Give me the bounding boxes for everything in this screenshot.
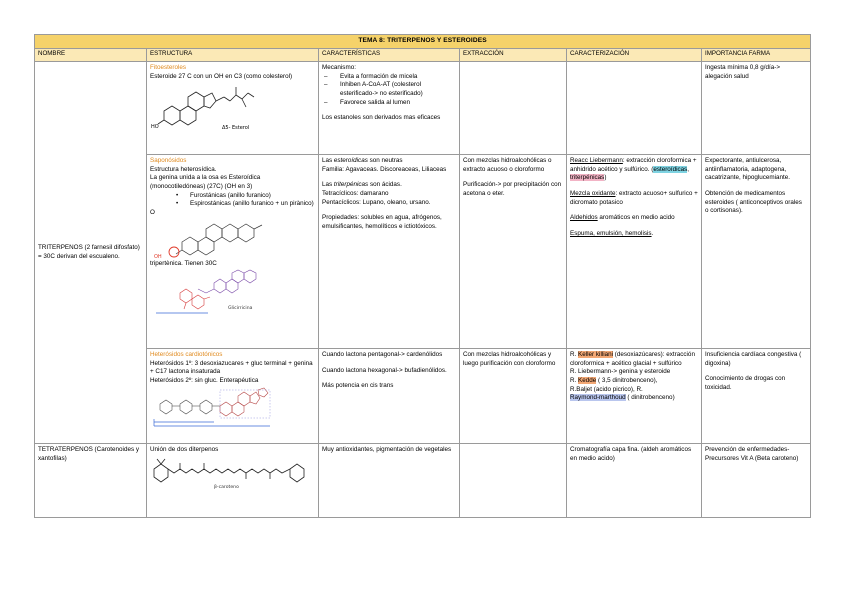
cardio-caract-3: Más potencia en cis trans <box>322 382 394 390</box>
sapo-extr-1: Con mezclas hidroalcohólicas o extracto acuoso o cloroformo <box>463 157 552 173</box>
beta-carotene-label: β-caroteno <box>214 484 239 490</box>
cardiotonicos-structure <box>147 349 319 444</box>
tetraterpenos-caracteristicas: Muy antioxidantes, pigmentación de vegetales <box>319 444 460 518</box>
triterpenos-name: TRITERPENOS (2 farnesil difosfato) = 30C derivan del escualeno. <box>35 62 147 444</box>
triterpene-structure-image <box>150 218 270 260</box>
cardio-caract-2: Cuando lactona hexagonal-> bufadienólidos. <box>322 366 447 374</box>
fitoesteroles-title: Fitoesteroles <box>150 64 187 71</box>
saponosidos-extraccion <box>460 155 567 349</box>
liebermann-reaction: Reacc Liebermann: extracción cloroformica + anhidrido acético y sulfúrico. (esteroídicas, triterpénicas) <box>570 157 697 182</box>
fitoesteroles-extraccion <box>460 62 567 155</box>
list-item: – Evita a formación de micela <box>322 73 456 82</box>
saponosidos-importancia <box>702 155 811 349</box>
liebermann-cardio: R. Liebermann-> genina y esteroide <box>570 368 671 376</box>
cardiotonicos-line1: Heterósidos 1º: 3 desoxiazucares + gluc terminal + genina + C17 lactona insaturada <box>150 359 313 376</box>
saponosidos-line2: La genina unida a la osa es Esteroídica (monocotiledóneas) (27C) (OH en 3) <box>150 174 261 191</box>
saponosidos-line3: tripertènica. Tienen 30C <box>150 259 217 267</box>
saponosidos-title: Saponósidos <box>150 157 187 164</box>
table-title: TEMA 8: TRITERPENOS Y ESTEROIDES <box>35 35 811 49</box>
sapo-caract-6: Propiedades: solubles en agua, afrógenos, emulsificantes, hemolíticos e ictiotóxicos. <box>322 214 442 231</box>
sapo-extr-2: Purificación-> por precipitación con acetona o eter. <box>463 181 562 198</box>
glycyrrhizin-structure-image <box>150 269 270 317</box>
saponosidos-structure <box>147 155 319 349</box>
sapo-caract-4: Tetracíclicos: damarano <box>322 190 389 198</box>
header-extraccion: EXTRACCIÓN <box>460 49 567 62</box>
sterol-label: Δ5- Esterol <box>222 125 250 132</box>
list-item: – Inhiben A-CoA-AT (colesterol esterificado-> no esterificado) <box>322 81 456 98</box>
fitoesteroles-text: Esteroide 27 C con un OH en C3 (como colesterol) <box>150 72 293 80</box>
sapo-imp-2: Obtención de medicamentos esteroides ( anticonceptivos orales o cortisonas). <box>705 190 802 215</box>
baljet-reaction: R.Baljet (acido picrico), R. <box>570 385 643 393</box>
saponosidos-caracteristicas <box>319 155 460 349</box>
sapo-caract-5: Pentacíclicos: Lupano, oleano, ursano. <box>322 198 431 206</box>
tetraterpenos-importancia: Prevención de enfermedades- Precursores Vit A (Beta caroteno) <box>702 444 811 518</box>
header-caracterizacion: CARACTERIZACIÓN <box>567 49 702 62</box>
oh-label: OH <box>154 253 162 260</box>
espuma-test: Espuma, emulsión, hemolisis. <box>570 230 654 238</box>
cardiotonicos-title: Heterósidos cardiotónicos <box>150 351 223 358</box>
cardio-caract-1: Cuando lactona pentagonal-> cardenólidos <box>322 351 443 358</box>
cardiotonicos-caracteristicas <box>319 349 460 444</box>
header-estructura: ESTRUCTURA <box>147 49 319 62</box>
tetraterpenos-extraccion <box>460 444 567 518</box>
sterol-ho-label: HO <box>151 124 159 131</box>
fitoesteroles-structure <box>147 62 319 155</box>
cardiotonicos-line2: Heterósidos 2º: sin gluc. Enterapéutica <box>150 377 259 385</box>
list-item: • Furostánicas (anillo furanico) <box>176 192 315 201</box>
cardio-imp-2: Conocimiento de drogas con toxicidad. <box>705 375 786 392</box>
header-nombre: NOMBRE <box>35 49 147 62</box>
header-importancia: IMPORTANCIA FARMA <box>702 49 811 62</box>
sapo-caract-3: Las triterpénicas son ácidas. <box>322 181 402 189</box>
mezcla-oxidante: Mezcla oxidante: extracto acuoso+ sulfurico + dicromato potasico <box>570 190 698 206</box>
fitoesteroles-caracterizacion <box>567 62 702 155</box>
tetraterpenos-name: TETRATERPENOS (Carotenoides y xantofilas) <box>35 444 147 518</box>
sapo-caract-1: Las esteroídicas son neutras <box>322 157 403 164</box>
tetraterpenos-caracterizacion: Cromatografía capa fina. (aldeh aromáticos en medio acido) <box>567 444 702 518</box>
cardiotonicos-extraccion: Con mezclas hidroalcohólicas y luego purificación con cloroformo <box>460 349 567 444</box>
raymond-reaction: Raymond-marthoud ( dinitrobenceno) <box>570 394 675 402</box>
sterol-structure-image <box>150 81 260 133</box>
saponosidos-types <box>150 192 315 209</box>
cardio-imp-1: Insuficiencia cardíaca congestiva ( digoxina) <box>705 351 802 367</box>
beta-carotene-structure-image <box>150 455 316 491</box>
fitoesteroles-caracteristicas <box>319 62 460 155</box>
mecanismo-title: Mecanismo: <box>322 64 356 71</box>
saponosidos-caracterizacion <box>567 155 702 349</box>
glycyrrhizin-label: Glicirricina <box>228 305 253 311</box>
saponosidos-line1: Estructura heterosídica. <box>150 165 217 173</box>
sapo-imp-1: Expectorante, antiulcerosa, antiinflamatoria, adaptogena, cacatrizante, hipoglucemiante. <box>705 157 791 182</box>
list-item: • Espirostánicas (anillo furanico + un pirànico) <box>176 200 315 209</box>
keller-killiani: R. Keller killiani (desoxiazúcares): extracción cloroformica + acético glacial + sulfúrico <box>570 351 695 367</box>
mecanismo-list <box>322 73 456 108</box>
fitoesteroles-importancia: Ingesta mínima 0,8 g/día-> alegación salud <box>702 62 811 155</box>
cardiac-glycoside-structure-image <box>150 386 275 430</box>
kedde-reaction: R. Kedde ( 3,5 dinitrobenceno), <box>570 377 658 385</box>
sapo-caract-2: Familia: Agavaceas. Discoreaceas, Liliaceas <box>322 165 447 173</box>
cardiotonicos-importancia <box>702 349 811 444</box>
tetraterpenos-structure <box>147 444 319 518</box>
estanoles-note: Los estanoles son derivados mas eficaces <box>322 114 441 122</box>
tetraterpenos-text: Unión de dos diterpenos <box>150 446 219 453</box>
terpenes-table <box>34 34 811 518</box>
aldehidos-test: Aldehidos aromáticos en medio acido <box>570 214 675 222</box>
saponosidos-o: O <box>150 209 155 217</box>
header-caracteristicas: CARACTERÍSTICAS <box>319 49 460 62</box>
list-item: – Favorece salida al lumen <box>322 99 456 108</box>
cardiotonicos-caracterizacion <box>567 349 702 444</box>
